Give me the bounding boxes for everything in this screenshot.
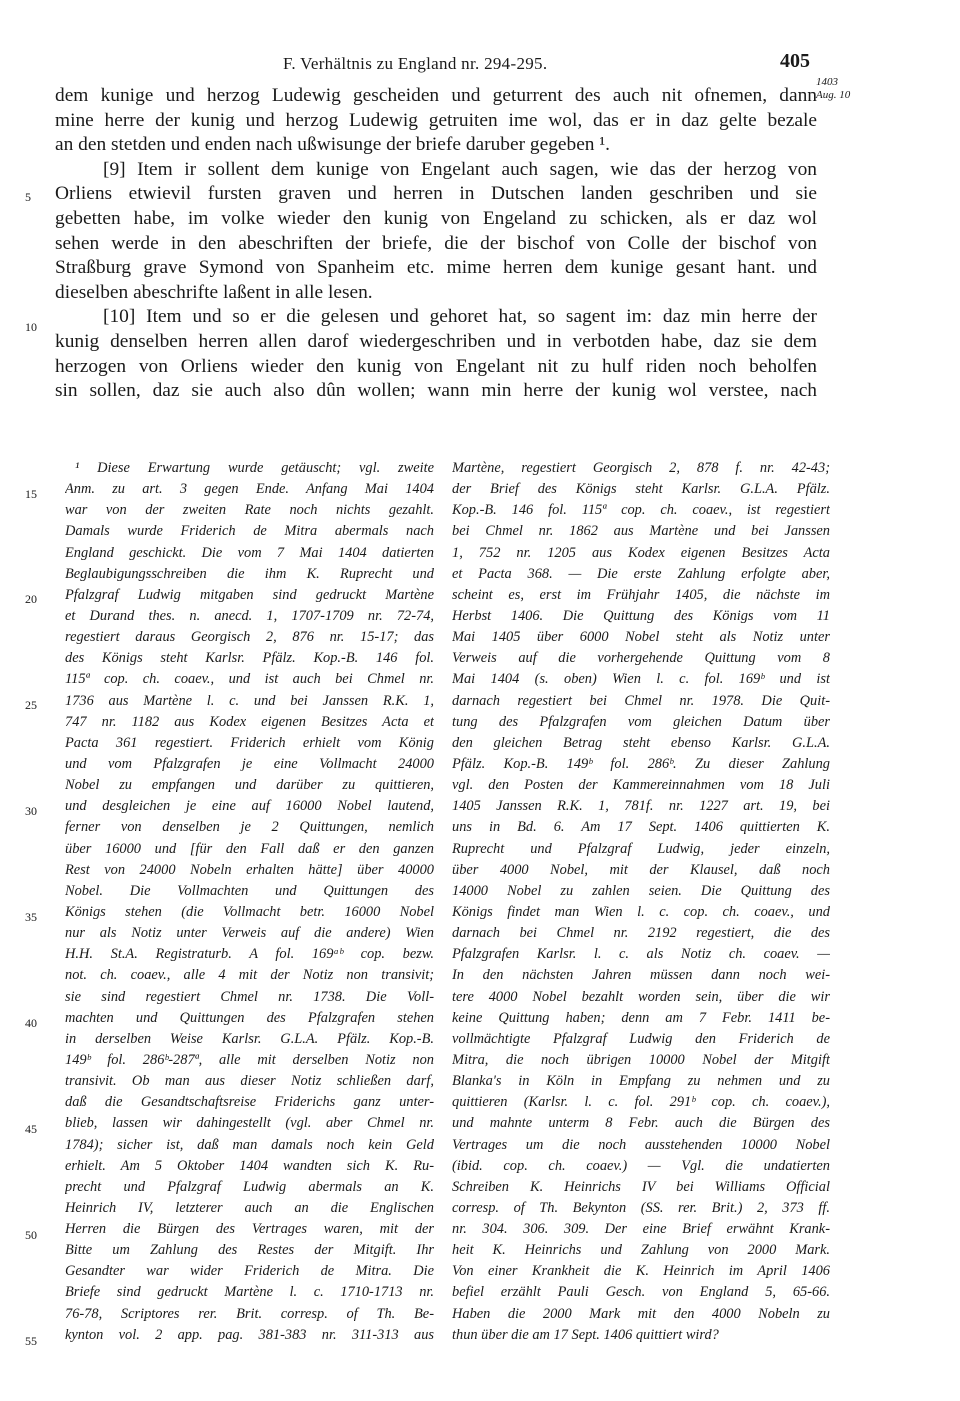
footnote-line: regestiert daraus Georgisch 2, 876 nr. 15-17; das — [65, 629, 434, 646]
footnote-line: Mitra, die noch übrigen 10000 Nobel der Mitgift — [452, 1051, 830, 1068]
footnote-line: war von der zweiten Rate noch nichts gezahlt. — [65, 502, 434, 519]
line-number: 55 — [25, 1334, 37, 1348]
main-line: dieselben abeschrifte laßent in alle lesen. — [55, 281, 373, 303]
footnote-line: quittieren (Karlsr. l. c. fol. 291ᵇ cop. ch. coaev.), — [452, 1094, 830, 1111]
footnote-line: Gesandter war wider Friderich de Mitra. Die — [65, 1263, 434, 1280]
footnote-line: Briefe sind gedruckt Martène l. c. 1710-1713 nr. — [65, 1284, 434, 1301]
main-line: mine herre der kunig und herzog Ludewig getruiten ime wol, das er in daz gelte bezale — [55, 109, 817, 131]
main-line: sehen werde in den abeschriften der briefe, die der bischof von Colle der bischof von — [55, 232, 817, 254]
footnote-line: Vertrages um die noch ausstehenden 10000 Nobel — [452, 1136, 830, 1153]
footnote-line: precht und Pfalzgraf Ludwig abermals an K. — [65, 1178, 434, 1195]
line-number: 40 — [25, 1016, 37, 1030]
footnote-line: heit K. Heinrichs und Zahlung von 2000 Mark. — [452, 1242, 830, 1259]
footnote-line: Nobel. Die Vollmachten und Quittungen des — [65, 882, 434, 899]
footnote-line: den gleichen Betrag steht ebenso Karlsr. G.L.A. — [452, 734, 830, 751]
footnote-line: Kop.-B. 146 fol. 115ª cop. ch. coaev., ist regestiert — [452, 502, 830, 519]
footnote-line: keine Quittung haben; denn am 7 Febr. 1411 be- — [452, 1009, 830, 1026]
line-number: 5 — [25, 190, 31, 204]
footnote-line: Von einer Krankheit die K. Heinrich im April 1406 — [452, 1263, 830, 1280]
footnote-line: Damals wurde Friderich de Mitra abermals nach — [65, 523, 434, 540]
main-line: [10] Item und so er die gelesen und gehoret hat, so sagent im: daz min herre der — [103, 306, 817, 328]
footnote-line: England geschickt. Die vom 7 Mai 1404 datierten — [65, 544, 434, 561]
footnote-line: Nobel zu empfangen und darüber zu quittieren, — [65, 777, 434, 794]
footnote-line: Herren die Bürgen des Vertrages waren, mit der — [65, 1221, 434, 1238]
footnote-line: Anm. zu art. 3 gegen Ende. Anfang Mai 1404 — [65, 481, 434, 498]
main-line: an den stetden und enden nach ußwisunge der briefe daruber gegeben ¹. — [55, 134, 610, 156]
footnote-line: 1784); sicher ist, daß man damals noch kein Geld — [65, 1136, 434, 1153]
footnote-line: machten und Quittungen des Pfalzgrafen stehen — [65, 1009, 434, 1026]
line-number: 30 — [25, 804, 37, 818]
footnote-line: der Brief des Königs steht Karlsr. G.L.A. Pfälz. — [452, 481, 830, 498]
footnote-line: 747 nr. 1182 aus Kodex eigenen Besitzes Acta et — [65, 713, 434, 730]
footnote-line: Rest von 24000 Nobeln erhalten hätte] über 40000 — [65, 861, 434, 878]
footnote-line: 1, 752 nr. 1205 aus Kodex eigenen Besitzes Acta — [452, 544, 830, 561]
footnote-line: vollmächtigte Pfalzgraf Ludwig den Friderich de — [452, 1030, 830, 1047]
footnote-line: 1405 Janssen R.K. 1, 781f. nr. 1227 art. 19, bei — [452, 798, 830, 815]
footnote-line: blieb, lassen wir dahingestellt (vgl. aber Chmel nr. — [65, 1115, 434, 1132]
footnote-line: Mai 1404 (s. oben) Wien l. c. fol. 169ᵇ und ist — [452, 671, 830, 688]
footnote-line: 14000 Nobel zu zahlen seien. Die Quittung des — [452, 882, 830, 899]
main-text — [55, 84, 817, 404]
footnote-line: Schreiben K. Heinrichs IV bei Williams Official — [452, 1178, 830, 1195]
main-line: herzogen von Orliens wieder den kunig von Engelant nit zu hulf riden noch beholfen — [55, 355, 817, 377]
footnote-line: daß die Gesandtschaftsreise Friderichs ganz unter- — [65, 1094, 434, 1111]
footnote-line: Blanka's in Köln in Empfang zu nehmen und zu — [452, 1073, 830, 1090]
line-number: 20 — [25, 592, 37, 606]
footnote-column-right — [452, 458, 830, 1346]
footnote-line: ¹ Diese Erwartung wurde getäuscht; vgl. zweite — [75, 460, 434, 476]
main-line: sin sollen, daz sie auch also dûn wollen; wann min herre der kunig wol verstee, nach — [55, 380, 817, 402]
footnote-line: Martène, regestiert Georgisch 2, 878 f. nr. 42-43; — [452, 460, 830, 476]
footnote-line: und mahnte unterm 8 Febr. auch die Bürgen des — [452, 1115, 830, 1132]
footnote-line: Königs stehen (die Vollmacht betr. 16000 Nobel — [65, 903, 434, 920]
line-number: 15 — [25, 487, 37, 501]
footnote-line: Haben die 2000 Mark mit den 4000 Nobeln zu — [452, 1305, 830, 1322]
footnote-line: scheint es, erst im Frühjahr 1405, die nächste im — [452, 586, 830, 603]
footnote-line: not. ch. coaev., alle 4 mit der Notiz non transivit; — [65, 967, 434, 984]
footnote-line: (ibid. cop. ch. coaev.) — Vgl. die undatierten — [452, 1157, 830, 1174]
footnote-line: Pfalzgrafen Karlsr. l. c. als Notiz ch. coaev. — — [452, 946, 830, 963]
footnote-line: nur als Notiz unter Verweis auf die andere) Wien — [65, 925, 434, 942]
line-number: 35 — [25, 910, 37, 924]
footnote-line: 1736 aus Martène l. c. und bei Janssen R.K. 1, — [65, 692, 434, 709]
footnote-line: Ruprecht und Pfalzgraf Ludwig, jeder einzeln, — [452, 840, 830, 857]
margin-date-day: Aug. 10 — [816, 89, 851, 101]
footnote-line: über 4000 Nobel, mit der Klausel, daß noch — [452, 861, 830, 878]
footnote-line: Verweis auf die vorhergehende Quittung vom 8 — [452, 650, 830, 667]
footnote-line: sie sind regestiert Chmel nr. 1738. Die Voll- — [65, 988, 434, 1005]
line-number: 10 — [25, 320, 37, 334]
main-line: gebetten habe, im volke wieder den kunig von Engeland zu schicken, als er daz wol — [55, 207, 817, 229]
footnote-line: tere 4000 Nobel bezahlt worden sein, über die wir — [452, 988, 830, 1005]
page-header — [0, 48, 960, 78]
footnote-line: Pfalzgraf Ludwig mitgaben sind gedruckt Martène — [65, 586, 434, 603]
footnote-line: Königs findet man Wien l. c. cop. ch. coaev., und — [452, 903, 830, 920]
running-head: F. Verhältnis zu England nr. 294-295. — [283, 54, 548, 73]
footnote-line: 149ᵇ fol. 286ᵇ-287ª, alle mit derselben Notiz non — [65, 1051, 434, 1068]
footnote-line: Beglaubigungsschreiben die ihm K. Ruprecht und — [65, 565, 434, 582]
footnote-column-left — [65, 458, 434, 1346]
footnote-line: H.H. St.A. Registraturb. A fol. 169ᵃᵇ cop. bezw. — [65, 946, 434, 963]
footnote-line: Mai 1405 über 6000 Nobel steht als Notiz unter — [452, 629, 830, 646]
line-number: 50 — [25, 1228, 37, 1242]
footnote-line: nr. 304. 306. 309. Der eine Brief erwähnt Krank- — [452, 1221, 830, 1238]
footnote-line: darnach bei Chmel nr. 2192 regestiert, die des — [452, 925, 830, 942]
footnote-line: befiel erzählt Pauli Gesch. von England 5, 65-66. — [452, 1284, 830, 1301]
main-line: kunig denselben herren allen darof wiedergeschriben und in verbotden habe, daz sie dem — [55, 330, 817, 352]
footnote-line: transivit. Ob man aus dieser Notiz schließen darf, — [65, 1073, 434, 1090]
footnote-line: 115ª cop. ch. coaev., und ist auch bei Chmel nr. — [65, 671, 434, 688]
main-line: dem kunige und herzog Ludewig gescheiden und geturrent des auch nit ofnemen, dann — [55, 85, 817, 106]
footnote-line: und vom Pfalzgrafen je eine Vollmacht 24000 — [65, 755, 434, 772]
footnote-line: In den nächsten Jahren müssen dann noch wei- — [452, 967, 830, 984]
main-line: Straßburg grave Symond von Spanheim etc. mime herren dem kunige gesant hant. und — [55, 257, 817, 279]
footnote-line: Bitte um Zahlung des Restes der Mitgift. Ihr — [65, 1242, 434, 1259]
main-line: [9] Item ir sollent dem kunige von Engelant auch sagen, wie das der herzog von — [103, 158, 817, 180]
margin-date-year: 1403 — [816, 76, 838, 88]
footnote-line: et Durand thes. n. anecd. 1, 1707-1709 nr. 72-74, — [65, 607, 434, 624]
footnote-line: darnach regestiert bei Chmel nr. 1978. Die Quit- — [452, 692, 830, 709]
footnote-line: thun über die am 17 Sept. 1406 quittiert wird? — [452, 1326, 719, 1343]
footnote-line: corresp. of Th. Bekynton (SS. rer. Brit.) 2, 373 ff. — [452, 1199, 830, 1216]
footnote-line: ferner von denselben je 2 Quittungen, nemlich — [65, 819, 434, 836]
footnote-line: Heinrich IV, letzterer auch an die Englischen — [65, 1199, 434, 1216]
main-line: Orliens etwievil fursten graven und herren in Dutschen landen geschriben und sie — [55, 183, 817, 205]
footnote-line: vgl. den Posten der Kammereinnahmen vom 18 Juli — [452, 777, 830, 794]
footnote-line: und desgleichen je eine auf 16000 Nobel lautend, — [65, 798, 434, 815]
footnote-line: uns in Bd. 6. Am 17 Sept. 1406 quittierten K. — [452, 819, 830, 836]
line-number: 45 — [25, 1122, 37, 1136]
footnote-line: tung des Pfalzgrafen vom gleichen Datum über — [452, 713, 830, 730]
footnote-line: des Königs steht Karlsr. Pfälz. Kop.-B. 146 fol. — [65, 650, 434, 667]
footnote-line: Pfälz. Kop.-B. 149ᵇ fol. 286ᵇ. Zu dieser Zahlung — [452, 755, 830, 772]
footnote-line: 76-78, Scriptores rer. Brit. corresp. of Th. Be- — [65, 1305, 434, 1322]
line-number: 25 — [25, 698, 37, 712]
page-number: 405 — [780, 50, 810, 72]
footnote-line: Herbst 1406. Die Quittung des Königs vom 11 — [452, 607, 830, 624]
footnote-line: in derselben Weise Karlsr. G.L.A. Pfälz. Kop.-B. — [65, 1030, 434, 1047]
footnote-line: erhielt. Am 5 Oktober 1404 wandten sich K. Ru- — [65, 1157, 434, 1174]
footnote-line: kynton vol. 2 app. pag. 381-383 nr. 311-313 aus — [65, 1326, 434, 1343]
footnote-line: Pacta 361 regestiert. Friderich erhielt vom König — [65, 734, 434, 751]
footnote-line: bei Chmel nr. 1862 aus Martène und bei Janssen — [452, 523, 830, 540]
footnote-line: et Pacta 368. — Die erste Zahlung erfolgte aber, — [452, 565, 830, 582]
footnote-line: über 16000 und [für den Fall daß er den ganzen — [65, 840, 434, 857]
